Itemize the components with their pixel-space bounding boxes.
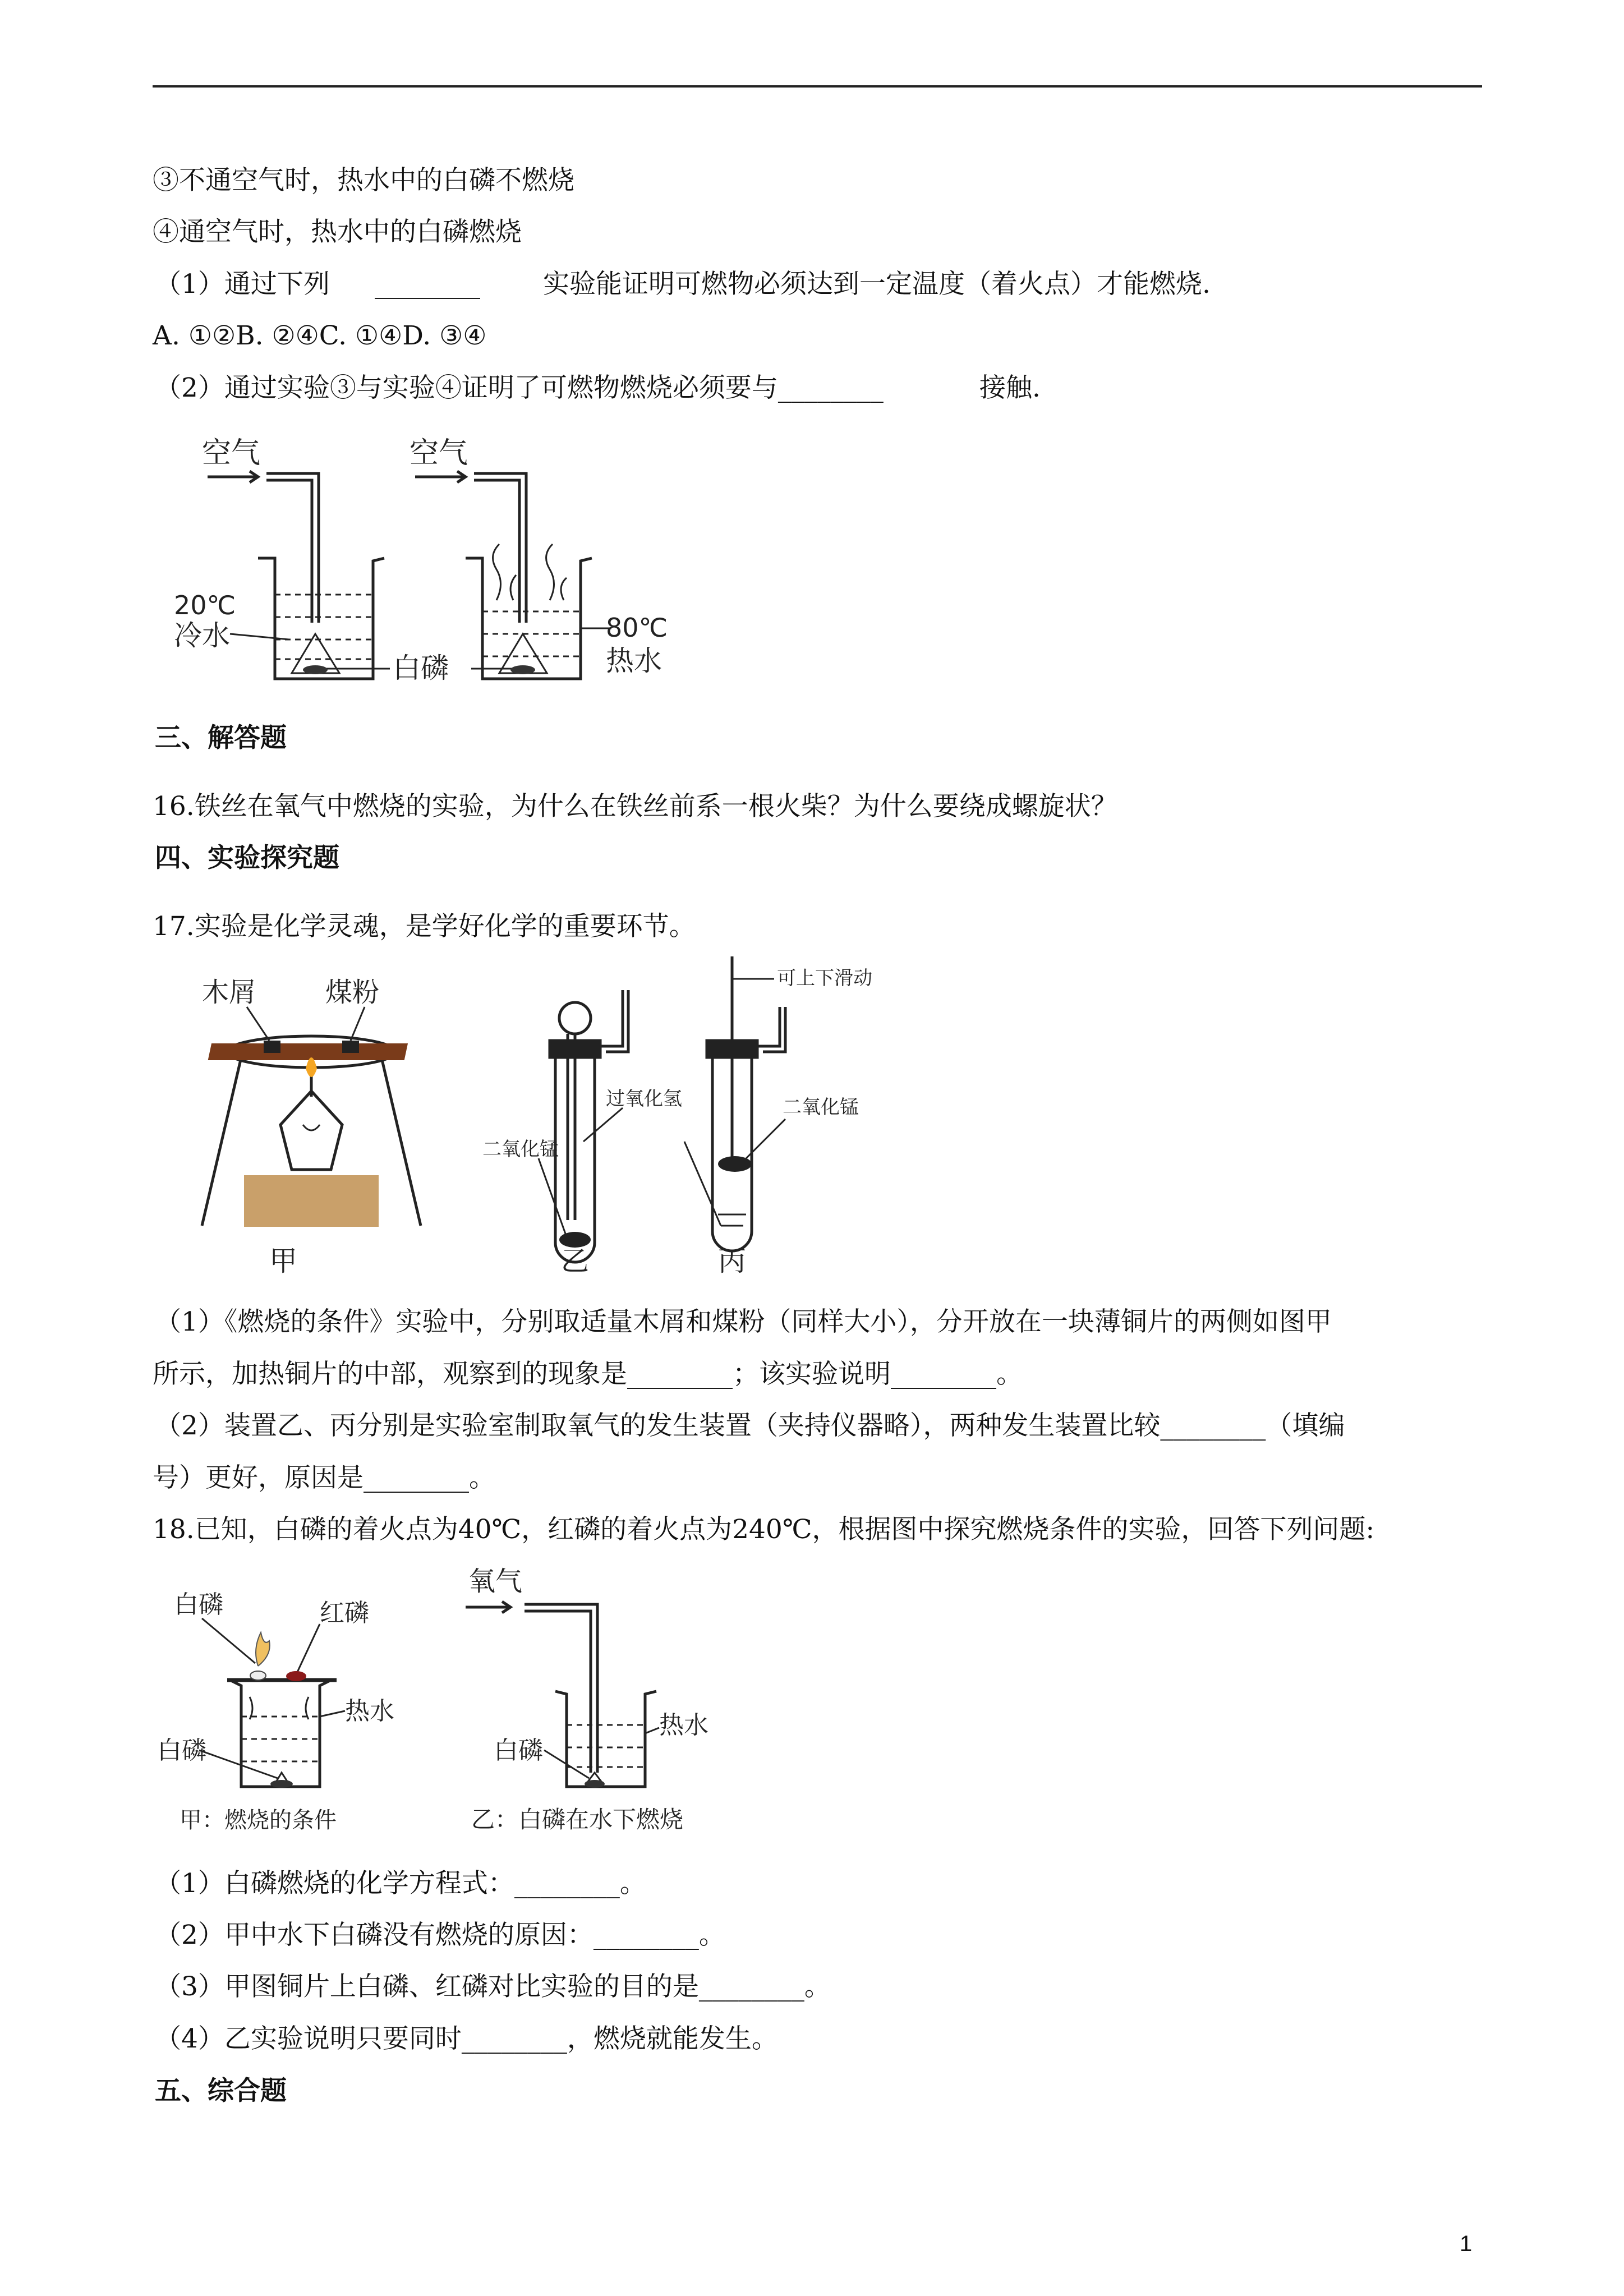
question-17-1-line2: 所示，加热铜片的中部，观察到的现象是________；该实验说明________。	[153, 1359, 1023, 1389]
white-phosphorus-top-label: 白磷	[174, 1590, 223, 1619]
mno2-label-yi: 二氧化锰	[482, 1138, 559, 1161]
question-16: 16.铁丝在氧气中燃烧的实验，为什么在铁丝前系一根火柴？为什么要绕成螺旋状？	[153, 791, 1117, 822]
white-phosphorus-label-yi: 白磷	[494, 1736, 543, 1765]
question-2-part2: 接触.	[979, 372, 1041, 403]
question-1-options: A. ①②B. ②④C. ①④D. ③④	[153, 320, 487, 351]
mno2-label-bing: 二氧化锰	[783, 1096, 859, 1119]
caption-jia: 甲：燃烧的条件	[180, 1807, 337, 1833]
question-17-2-line2: 号）更好，原因是________。	[153, 1462, 495, 1493]
question-18: 18.已知，白磷的着火点为40℃，红磷的着火点为240℃，根据图中探究燃烧条件的实验，回答下列问题:	[153, 1514, 1375, 1545]
figure-label-bing: 丙	[718, 1245, 746, 1277]
question-17-2-line1: （2）装置乙、丙分别是实验室制取氧气的发生装置（夹持仪器略），两种发生装置比较________（填编	[155, 1410, 1345, 1441]
air-label-left: 空气	[202, 436, 261, 470]
air-label-right: 空气	[410, 436, 468, 470]
question-18-2: （2）甲中水下白磷没有燃烧的原因：________。	[155, 1920, 725, 1950]
hot-water-label-yi: 热水	[659, 1711, 709, 1740]
question-18-3: （3）甲图铜片上白磷、红磷对比实验的目的是________。	[155, 1971, 831, 2002]
red-phosphorus-label: 红磷	[320, 1599, 369, 1627]
figure-beakers-air	[168, 432, 684, 690]
question-2-part1: （2）通过实验③与实验④证明了可燃物燃烧必须要与________	[155, 372, 884, 403]
question-18-4: （4）乙实验说明只要同时________，燃烧就能发生。	[155, 2023, 778, 2054]
white-phosphorus-bottom-label: 白磷	[157, 1736, 206, 1765]
text-line-3: ③不通空气时，热水中的白磷不燃烧	[153, 165, 574, 196]
question-1-part1: （1）通过下列	[155, 269, 330, 300]
hot-water-label-jia: 热水	[345, 1697, 394, 1726]
question-17-1-line1: （1）《燃烧的条件》实验中，分别取适量木屑和煤粉（同样大小），分开放在一块薄铜片的两侧如图甲	[155, 1306, 1332, 1337]
page-number: 1	[1460, 2231, 1473, 2256]
section-3-heading: 三、解答题	[155, 723, 287, 753]
temp-label-right: 80℃	[606, 613, 668, 643]
cold-water-label: 冷水	[174, 619, 230, 652]
section-5-heading: 五、综合题	[155, 2076, 287, 2106]
sliding-rod-label: 可上下滑动	[777, 967, 872, 990]
sawdust-label: 木屑	[202, 977, 256, 1008]
caption-yi: 乙：白磷在水下燃烧	[471, 1806, 684, 1833]
h2o2-label: 过氧化氢	[606, 1088, 682, 1110]
figure-phosphorus-combustion	[151, 1565, 729, 1846]
text-line-4: ④通空气时，热水中的白磷燃烧	[153, 217, 522, 247]
temp-label-left: 20℃	[174, 590, 236, 620]
oxygen-label: 氧气	[468, 1566, 523, 1597]
coal-powder-label: 煤粉	[325, 977, 380, 1008]
hot-water-label: 热水	[606, 645, 662, 677]
header-rule	[153, 85, 1482, 88]
white-phosphorus-label: 白磷	[393, 652, 449, 684]
question-17: 17.实验是化学灵魂，是学好化学的重要环节。	[153, 911, 696, 942]
figure-label-yi: 乙	[561, 1245, 589, 1277]
figure-label-jia: 甲	[269, 1245, 297, 1277]
figure-apparatus-jia-yi-bing	[191, 956, 920, 1287]
question-1-blank: ________	[375, 269, 480, 300]
question-1-part2: 实验能证明可燃物必须达到一定温度（着火点）才能燃烧.	[543, 269, 1211, 300]
section-4-heading: 四、实验探究题	[155, 843, 339, 873]
question-18-1: （1）白磷燃烧的化学方程式：________。	[155, 1868, 646, 1899]
